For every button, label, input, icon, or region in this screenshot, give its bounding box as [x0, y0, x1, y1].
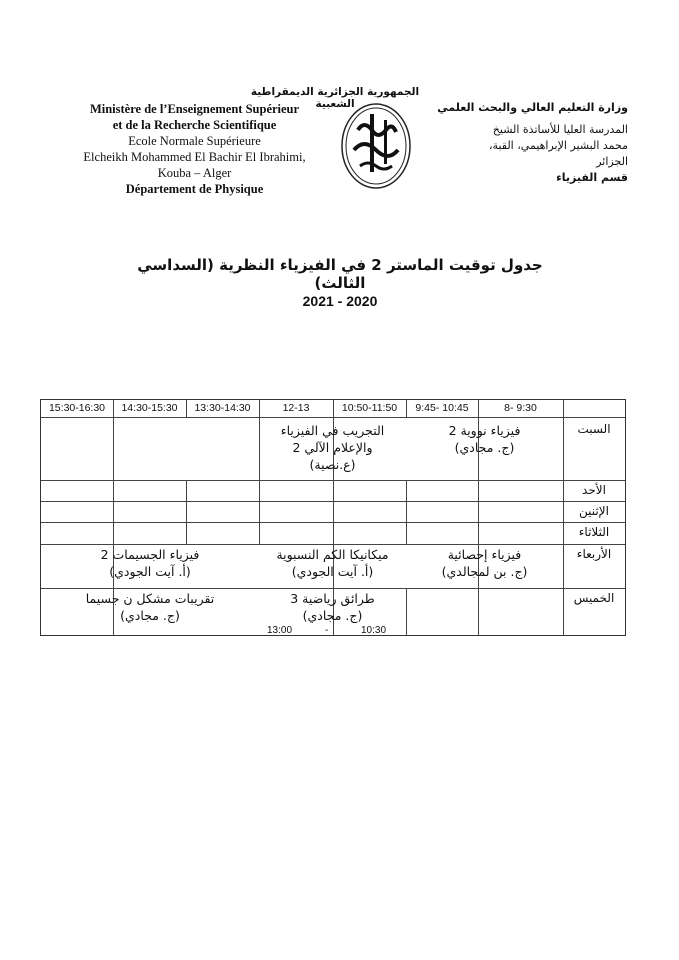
instructor: (أ. آيت الجودي): [291, 564, 374, 579]
timetable: [40, 399, 626, 636]
session-nuclear-physics: [406, 422, 563, 456]
day-sunday: الأحد: [582, 483, 606, 497]
republic-title: الجمهورية الجزائرية الديمقراطية الشعبية: [250, 86, 420, 110]
session-end-time: 13:00: [267, 625, 293, 636]
time-slot-4: 12-13: [282, 402, 310, 414]
arabic-header: [428, 100, 628, 186]
time-slot-5: 13:30-14:30: [194, 402, 251, 414]
course-title: فيزياء إحصائية: [447, 547, 522, 562]
day-monday: الإثنين: [579, 504, 609, 518]
school-line-3: Kouba – Alger: [157, 166, 232, 180]
day-tuesday: الثلاثاء: [578, 525, 610, 539]
time-slot-2: 9:45- 10:45: [415, 402, 469, 414]
instructor: (ج. مجادي): [302, 608, 363, 623]
session-statistical-physics: [406, 546, 563, 580]
course-title: ميكانيكا الكم النسبوية: [276, 547, 389, 562]
school-line-2: Elcheikh Mohammed El Bachir El Ibrahimi,: [83, 150, 306, 164]
ministry-ar: وزارة التعليم العالي والبحث العلمي: [437, 101, 628, 114]
instructor: (ج. بن لمجالدي): [441, 564, 528, 579]
instructor: (أ. آيت الجودي): [109, 564, 191, 579]
course-title: فيزياء الجسيمات 2: [100, 547, 200, 562]
instructor: (ج. مجادي): [120, 608, 180, 623]
ministry-line-2: et de la Recherche Scientifique: [112, 118, 277, 132]
day-thursday: الخميس: [573, 591, 615, 605]
day-wednesday: الأربعاء: [576, 547, 612, 561]
department-ar: قسم الفيزياء: [556, 171, 628, 184]
session-time-dash: -: [325, 625, 329, 636]
course-title: طرائق رياضية 3: [290, 591, 375, 606]
session-relativistic-quantum: [259, 546, 406, 580]
instructor: (ع.نصية): [309, 457, 356, 472]
session-math-methods: [259, 590, 406, 624]
session-particle-physics: [41, 546, 259, 580]
time-slot-7: 15:30-16:30: [48, 402, 106, 414]
french-header: [62, 101, 327, 197]
course-title-cont: والإعلام الآلي 2: [292, 440, 373, 455]
time-slot-1: 8- 9:30: [504, 402, 537, 414]
department-fr: Département de Physique: [125, 182, 264, 196]
time-slot-6: 14:30-15:30: [121, 402, 178, 414]
ens-seal-logo-icon: [330, 100, 422, 192]
school-ar-line-2: محمد البشير الإبراهيمي، القبة،: [489, 139, 628, 152]
session-n-body-approximations: [41, 590, 259, 624]
time-slot-3: 10:50-11:50: [341, 402, 398, 414]
course-title: فيزياء نووية 2: [448, 423, 521, 438]
instructor: (ج. مجادي): [454, 440, 515, 455]
school-line-1: Ecole Normale Supérieure: [128, 134, 261, 148]
course-title: تقريبات مشكل ن جسيما: [85, 591, 215, 606]
ministry-line-1: Ministère de l’Enseignement Supérieur: [89, 102, 300, 116]
session-start-time: 10:30: [361, 625, 387, 636]
school-ar-line-3: الجزائر: [596, 155, 628, 168]
school-ar-line-1: المدرسة العليا للأساتذة الشيخ: [492, 123, 628, 136]
course-title: التجريب في الفيزياء: [280, 423, 385, 438]
academic-year: 2021 - 2020: [302, 293, 378, 309]
day-saturday: السبت: [577, 422, 611, 436]
session-experimentation: [259, 422, 406, 473]
document-title: جدول توقيت الماستر 2 في الفيزياء النظرية (السداسي الثالث): [137, 256, 543, 292]
